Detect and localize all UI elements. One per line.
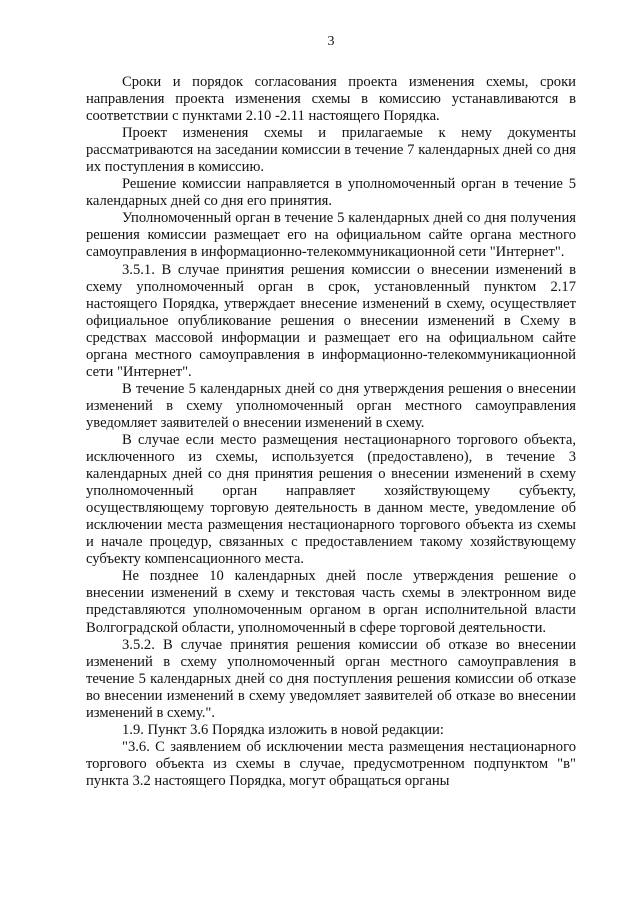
paragraph-3-5-1: 3.5.1. В случае принятия решения комиссии о внесении изменений в схему уполномоченный орган в срок, установленный пунктом 2.17 настоящего Порядка, утверждает внесение изменений в схему, осуществляет официальное опубликование решения о внесении изменений в Схему в средствах массовой информации и размещает его на официальном сайте органа местного самоуправления в информационно-телекоммуникационной сети "Интернет". bbox=[86, 261, 576, 380]
paragraph-3-5-2: 3.5.2. В случае принятия решения комиссии об отказе во внесении изменений в схему уполномоченный орган местного самоуправления в течение 5 календарных дней со дня поступления решения комиссии об отказе во внесении изменений в схему уведомляет заявителей об отказе во внесении изменений в схему.". bbox=[86, 636, 576, 721]
page-number: 3 bbox=[327, 34, 335, 49]
paragraph-approval-terms: Сроки и порядок согласования проекта изменения схемы, сроки направления проекта изменения схемы в комиссию устанавливаются в соответствии с пунктами 2.10 -2.11 настоящего Порядка. bbox=[86, 74, 576, 125]
paragraph-3-6: "3.6. С заявлением об исключении места размещения нестационарного торгового объекта из схемы в случае, предусмотренном подпунктом "в" пункта 3.2 настоящего Порядка, могут обращаться органы bbox=[86, 738, 576, 789]
paragraph-1-9: 1.9. Пункт 3.6 Порядка изложить в новой редакции: bbox=[122, 721, 444, 738]
paragraph-project-review: Проект изменения схемы и прилагаемые к нему документы рассматриваются на заседании комиссии в течение 7 календарных дней со дня их поступления в комиссию. bbox=[86, 125, 576, 176]
paragraph-commission-decision: Решение комиссии направляется в уполномоченный орган в течение 5 календарных дней со дня его принятия. bbox=[86, 176, 576, 210]
paragraph-electronic-submission: Не позднее 10 календарных дней после утверждения решение о внесении изменений в схему и текстовая часть схемы в электронном виде представляются уполномоченным органом в орган исполнительной власти Волгоградской области, уполномоченный в сфере торговой деятельности. bbox=[86, 568, 576, 636]
paragraph-publication: Уполномоченный орган в течение 5 календарных дней со дня получения решения комиссии размещает его на официальном сайте органа местного самоуправления в информационно-телекоммуникационной сети "Интернет". bbox=[86, 210, 576, 261]
paragraph-applicant-notice: В течение 5 календарных дней со дня утверждения решения о внесении изменений в схему уполномоченный орган местного самоуправления уведомляет заявителей о внесении изменений в схему. bbox=[86, 380, 576, 431]
paragraph-excluded-object: В случае если место размещения нестационарного торгового объекта, исключенного из схемы, используется (предоставлено), в течение 3 календарных дней со дня принятия решения о внесении изменений в схему уполномоченный орган направляет хозяйствующему субъекту, осуществляющему торговую деятельность в данном месте, уведомление об исключении места размещения нестационарного торгового объекта из схемы и начале процедур, связанных с предоставлением такому хозяйствующему субъекту компенсационного места. bbox=[86, 431, 576, 568]
